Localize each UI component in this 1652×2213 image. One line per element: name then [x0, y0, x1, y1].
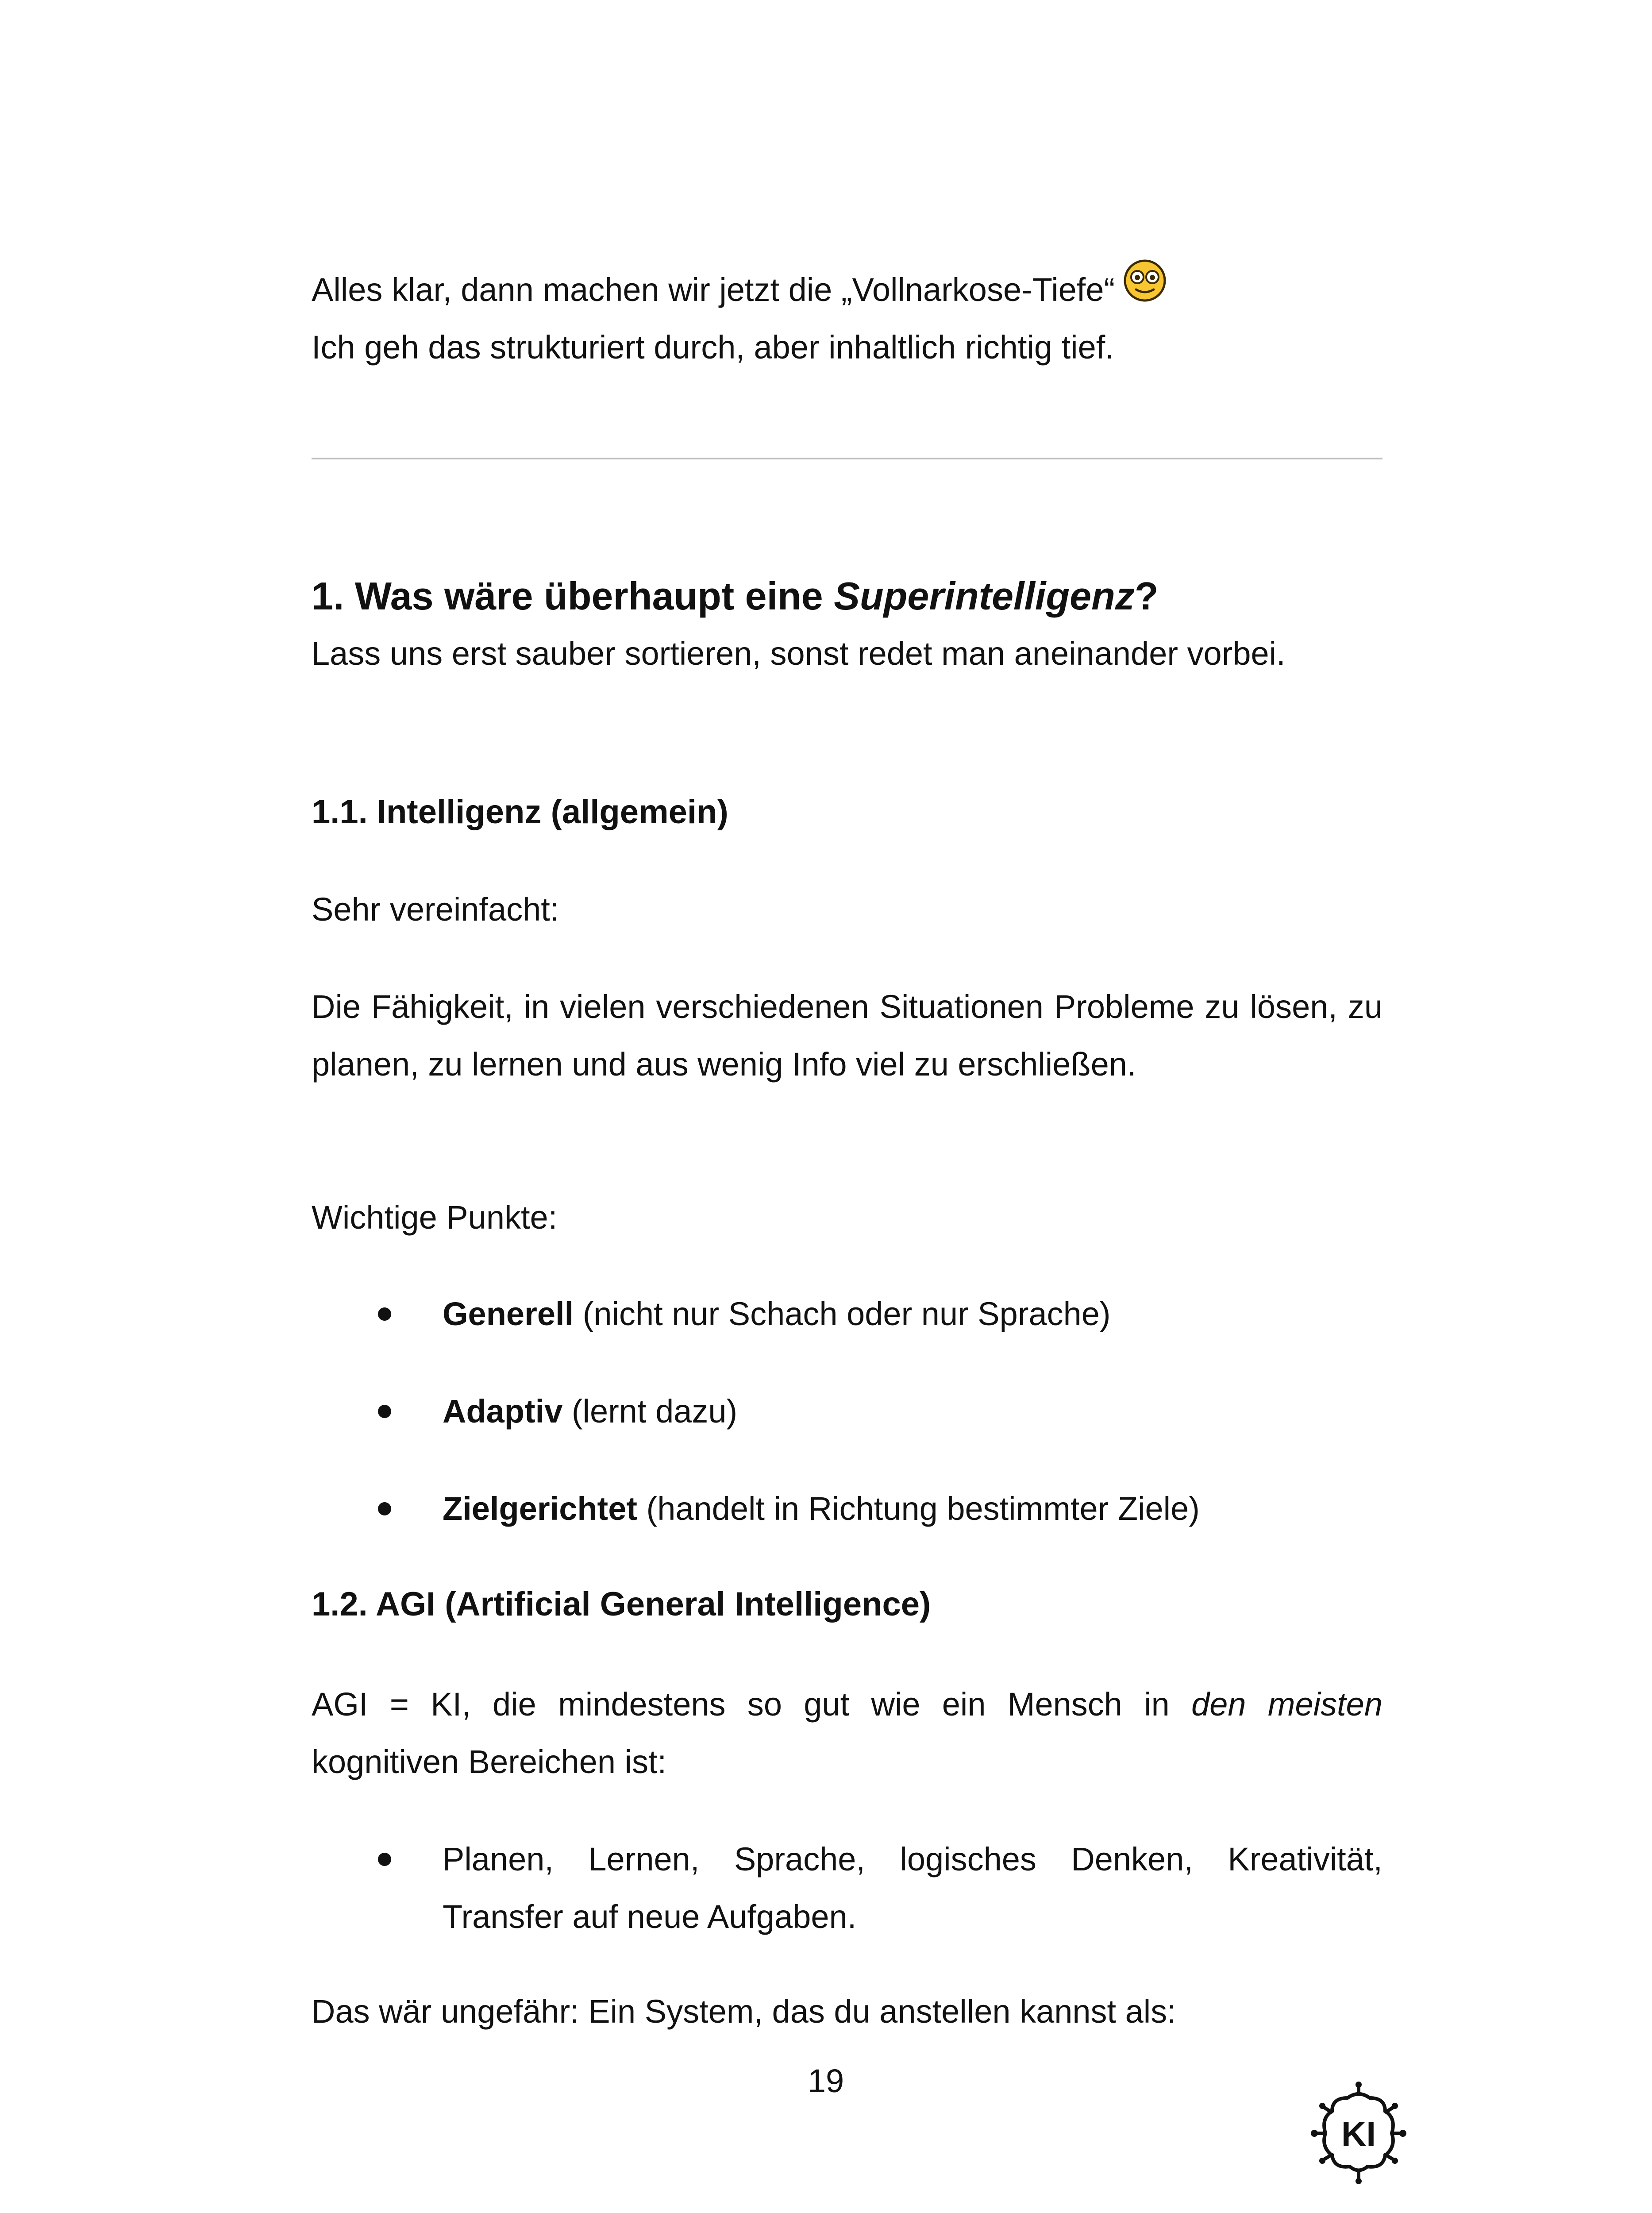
section-1-heading: 1. Was wäre überhaupt eine Superintelligenz? [312, 574, 1159, 618]
svg-text:KI: KI [1341, 2114, 1376, 2153]
subsection-1-2-heading: 1.2. AGI (Artificial General Intelligence) [312, 1585, 931, 1623]
document-page: Alles klar, dann machen wir jetzt die „Vollnarkose-Tiefe“ Ich geh das strukturiert durch, aber inhaltlich richtig tief. 1. Was wäre überhaupt eine Superintelligenz? Lass uns erst sauber sortieren, sonst redet man aneinander vorbei. 1.1. Intelligenz (allgemein) Sehr vereinfacht: Die Fähigkeit, in vielen verschiedenen Situationen Probleme zu lösen, zu planen, zu lernen und aus wenig Info viel zu erschließen. Wichtige Punkte: Generell (nicht nur Schach oder nur Sprache) Adaptiv (lernt dazu) Zielgerichtet (handelt in Richtung bestimmter Ziele) 1.2. AGI (Artificial General Intelligence) AGI = KI, die mindestens so gut wie ein Mensch in den meisten kognitiven Bereichen ist: Planen, Lernen, Sprache, logisches Denken, Kreativität, Transfer auf neue Aufgaben. Das wär ungefähr: Ein System, das du anstellen kannst als: 19 KI [0, 0, 1652, 2213]
intro-line-2: Ich geh das strukturiert durch, aber inhaltlich richtig tief. [312, 329, 1114, 366]
horizontal-divider [312, 458, 1382, 459]
bullet-icon [378, 1502, 391, 1515]
intro-line-1: Alles klar, dann machen wir jetzt die „Vollnarkose-Tiefe“ [312, 261, 1382, 323]
important-points-label: Wichtige Punkte: [312, 1199, 558, 1236]
page-number: 19 [807, 2063, 844, 2099]
flushed-face-emoji-icon [1123, 258, 1167, 320]
bullet-icon [378, 1405, 391, 1418]
agi-definition: AGI = KI, die mindestens so gut wie ein Mensch in den meisten kognitiven Bereichen ist: [312, 1686, 1382, 1780]
section-1-intro: Lass uns erst sauber sortieren, sonst redet man aneinander vorbei. [312, 635, 1286, 672]
bullet-icon [378, 1853, 391, 1866]
brain-ki-logo-icon [1305, 2080, 1412, 2186]
closing-line: Das wär ungefähr: Ein System, das du anstellen kannst als: [312, 1993, 1176, 2030]
bullet-icon [378, 1307, 391, 1321]
simplified-label: Sehr vereinfacht: [312, 891, 559, 928]
intelligence-definition: Die Fähigkeit, in vielen verschiedenen Situationen Probleme zu lösen, zu planen, zu lernen und aus wenig Info viel zu erschließen. [312, 988, 1382, 1083]
subsection-1-1-heading: 1.1. Intelligenz (allgemein) [312, 793, 728, 831]
